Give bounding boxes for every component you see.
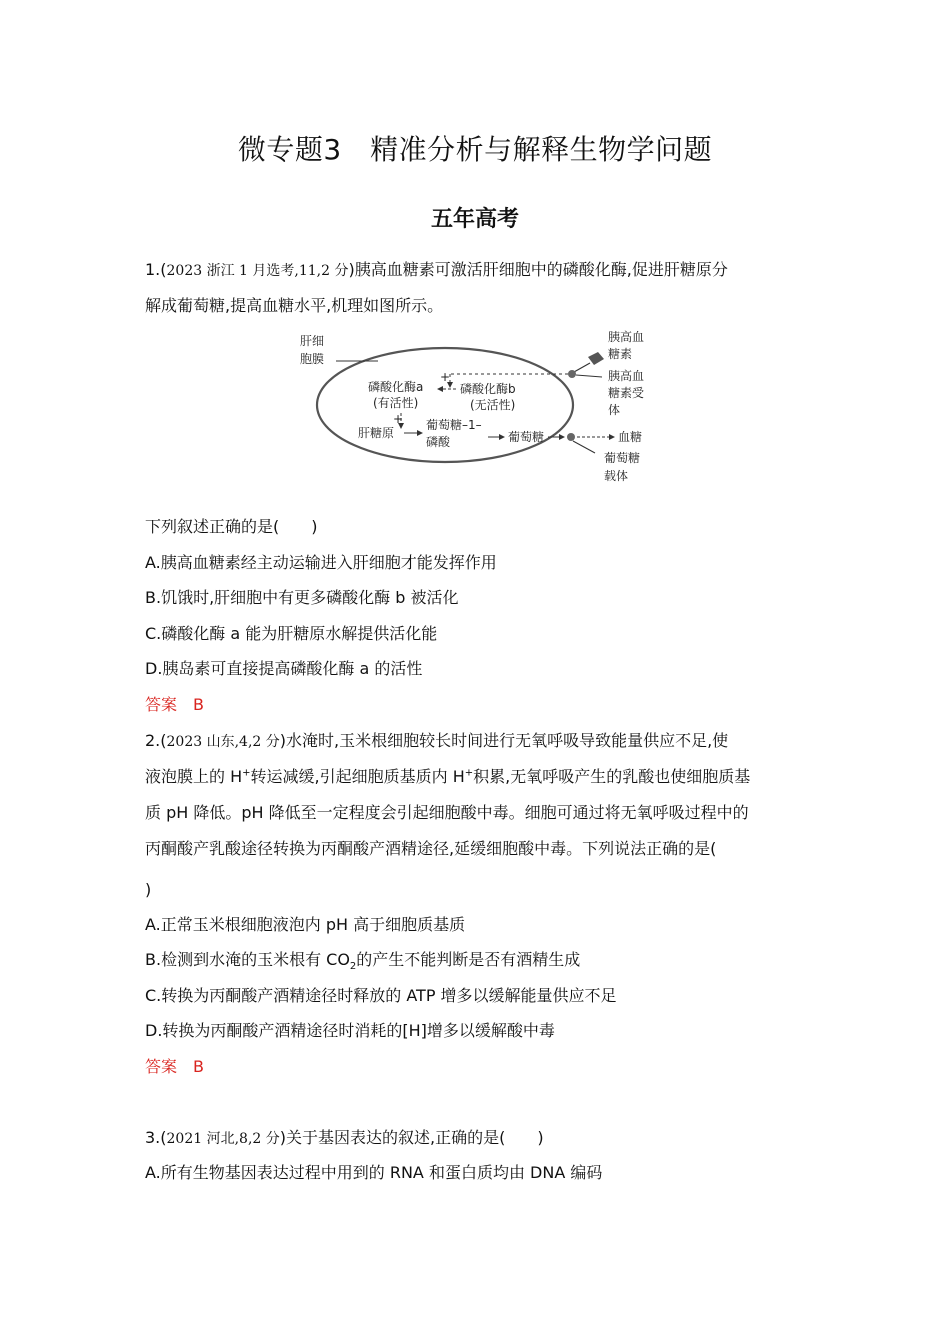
q1-stem-rest: )胰高血糖素可激活肝细胞中的磷酸化酶,促进肝糖原分 bbox=[348, 260, 728, 279]
q3-option-a: A.所有生物基因表达过程中用到的 RNA 和蛋白质均由 DNA 编码 bbox=[145, 1163, 603, 1182]
q2-option-d: D.转换为丙酮酸产酒精途径时消耗的[H]增多以缓解酸中毒 bbox=[145, 1021, 555, 1040]
q2-stem-line5: ) bbox=[145, 880, 152, 899]
q1-prompt: 下列叙述正确的是( ) bbox=[145, 517, 318, 536]
q2-answer-label: 答案 bbox=[145, 1057, 178, 1076]
label-carrier-2: 载体 bbox=[604, 469, 629, 483]
q2-line2-part1: 液泡膜上的 H bbox=[145, 767, 243, 786]
label-enzyme-b: 磷酸化酶b bbox=[460, 382, 516, 396]
label-g1p-2: 磷酸 bbox=[426, 435, 451, 449]
glucose-carrier-dot bbox=[567, 433, 575, 441]
q2-opt-b-part1: B.检测到水淹的玉米根有 CO bbox=[145, 950, 350, 969]
label-receptor-3: 体 bbox=[608, 403, 621, 417]
q2-number: 2.( bbox=[145, 731, 167, 750]
glucagon-mechanism-figure bbox=[290, 325, 660, 490]
label-g1p-1: 葡萄糖–1– bbox=[426, 418, 482, 432]
section-title: 五年高考 bbox=[430, 207, 519, 232]
q2-opt-b-part2: 的产生不能判断是否有酒精生成 bbox=[356, 950, 581, 969]
q1-answer-value: B bbox=[193, 695, 204, 714]
glucagon-shape bbox=[588, 352, 604, 365]
q2-superscript-1: + bbox=[242, 767, 251, 779]
glucagon-pointer-line bbox=[574, 363, 590, 372]
plus-sign-1: + bbox=[440, 370, 451, 384]
plus-sign-2: + bbox=[393, 412, 404, 426]
q2-stem-line3: 质 pH 降低。pH 降低至一定程度会引起细胞酸中毒。细胞可通过将无氧呼吸过程中的 bbox=[145, 803, 749, 822]
q1-option-d: D.胰岛素可直接提高磷酸化酶 a 的活性 bbox=[145, 659, 423, 678]
label-blood-sugar: 血糖 bbox=[618, 430, 643, 444]
q3-source: 2021 河北,8,2 分 bbox=[166, 1131, 280, 1147]
q2-line2-part2: 转运减缓,引起细胞质基质内 H bbox=[250, 767, 465, 786]
label-liver-membrane-2: 胞膜 bbox=[300, 352, 325, 366]
q2-stem-line4: 丙酮酸产乳酸途径转换为丙酮酸产酒精途径,延缓细胞酸中毒。下列说法正确的是( bbox=[145, 839, 717, 858]
q2-option-b bbox=[145, 948, 815, 972]
q1-stem-line2: 解成葡萄糖,提高血糖水平,机理如图所示。 bbox=[145, 296, 444, 315]
q1-number: 1.( bbox=[145, 260, 167, 279]
receptor-dot bbox=[568, 370, 576, 378]
q2-source: 2023 山东,4,2 分 bbox=[166, 734, 280, 750]
label-glucagon-2: 糖素 bbox=[608, 347, 633, 361]
q3-stem-rest: )关于基因表达的叙述,正确的是( ) bbox=[279, 1128, 544, 1147]
label-enzyme-b-state: (无活性) bbox=[470, 398, 516, 412]
q2-stem-rest: )水淹时,玉米根细胞较长时间进行无氧呼吸导致能量供应不足,使 bbox=[279, 731, 729, 750]
q2-stem-line2 bbox=[145, 765, 815, 789]
q3-stem bbox=[145, 1126, 815, 1151]
q3-number: 3.( bbox=[145, 1128, 167, 1147]
q1-answer bbox=[145, 693, 815, 717]
label-carrier-1: 葡萄糖 bbox=[604, 451, 641, 465]
carrier-pointer-line bbox=[573, 441, 595, 453]
receptor-pointer-line bbox=[576, 375, 602, 377]
q1-option-a: A.胰高血糖素经主动运输进入肝细胞才能发挥作用 bbox=[145, 553, 497, 572]
page-title: 微专题3 精准分析与解释生物学问题 bbox=[237, 133, 713, 166]
q2-stem-line1 bbox=[145, 729, 815, 754]
label-enzyme-a-state: (有活性) bbox=[373, 396, 419, 410]
q2-line2-part3: 积累,无氧呼吸产生的乳酸也使细胞质基 bbox=[473, 767, 751, 786]
q1-option-c: C.磷酸化酶 a 能为肝糖原水解提供活化能 bbox=[145, 624, 438, 643]
label-receptor-1: 胰高血 bbox=[608, 369, 645, 383]
label-glucagon-1: 胰高血 bbox=[608, 330, 645, 344]
label-glucose: 葡萄糖 bbox=[508, 430, 545, 444]
q2-option-c: C.转换为丙酮酸产酒精途径时释放的 ATP 增多以缓解能量供应不足 bbox=[145, 986, 617, 1005]
q1-stem-line1 bbox=[145, 258, 815, 283]
q1-source: 2023 浙江 1 月选考,11,2 分 bbox=[166, 263, 349, 279]
figure-svg bbox=[290, 325, 660, 490]
label-receptor-2: 糖素受 bbox=[608, 386, 645, 400]
q2-opt-b-subscript: 2 bbox=[349, 961, 357, 973]
q2-superscript-2: + bbox=[464, 767, 474, 779]
q2-option-a: A.正常玉米根细胞液泡内 pH 高于细胞质基质 bbox=[145, 915, 466, 934]
q2-answer bbox=[145, 1055, 815, 1079]
q2-answer-value: B bbox=[193, 1057, 204, 1076]
label-glycogen: 肝糖原 bbox=[358, 426, 395, 440]
q1-option-b: B.饥饿时,肝细胞中有更多磷酸化酶 b 被活化 bbox=[145, 588, 459, 607]
label-liver-membrane-1: 肝细 bbox=[300, 334, 325, 348]
q1-answer-label: 答案 bbox=[145, 695, 178, 714]
label-enzyme-a: 磷酸化酶a bbox=[368, 380, 424, 394]
